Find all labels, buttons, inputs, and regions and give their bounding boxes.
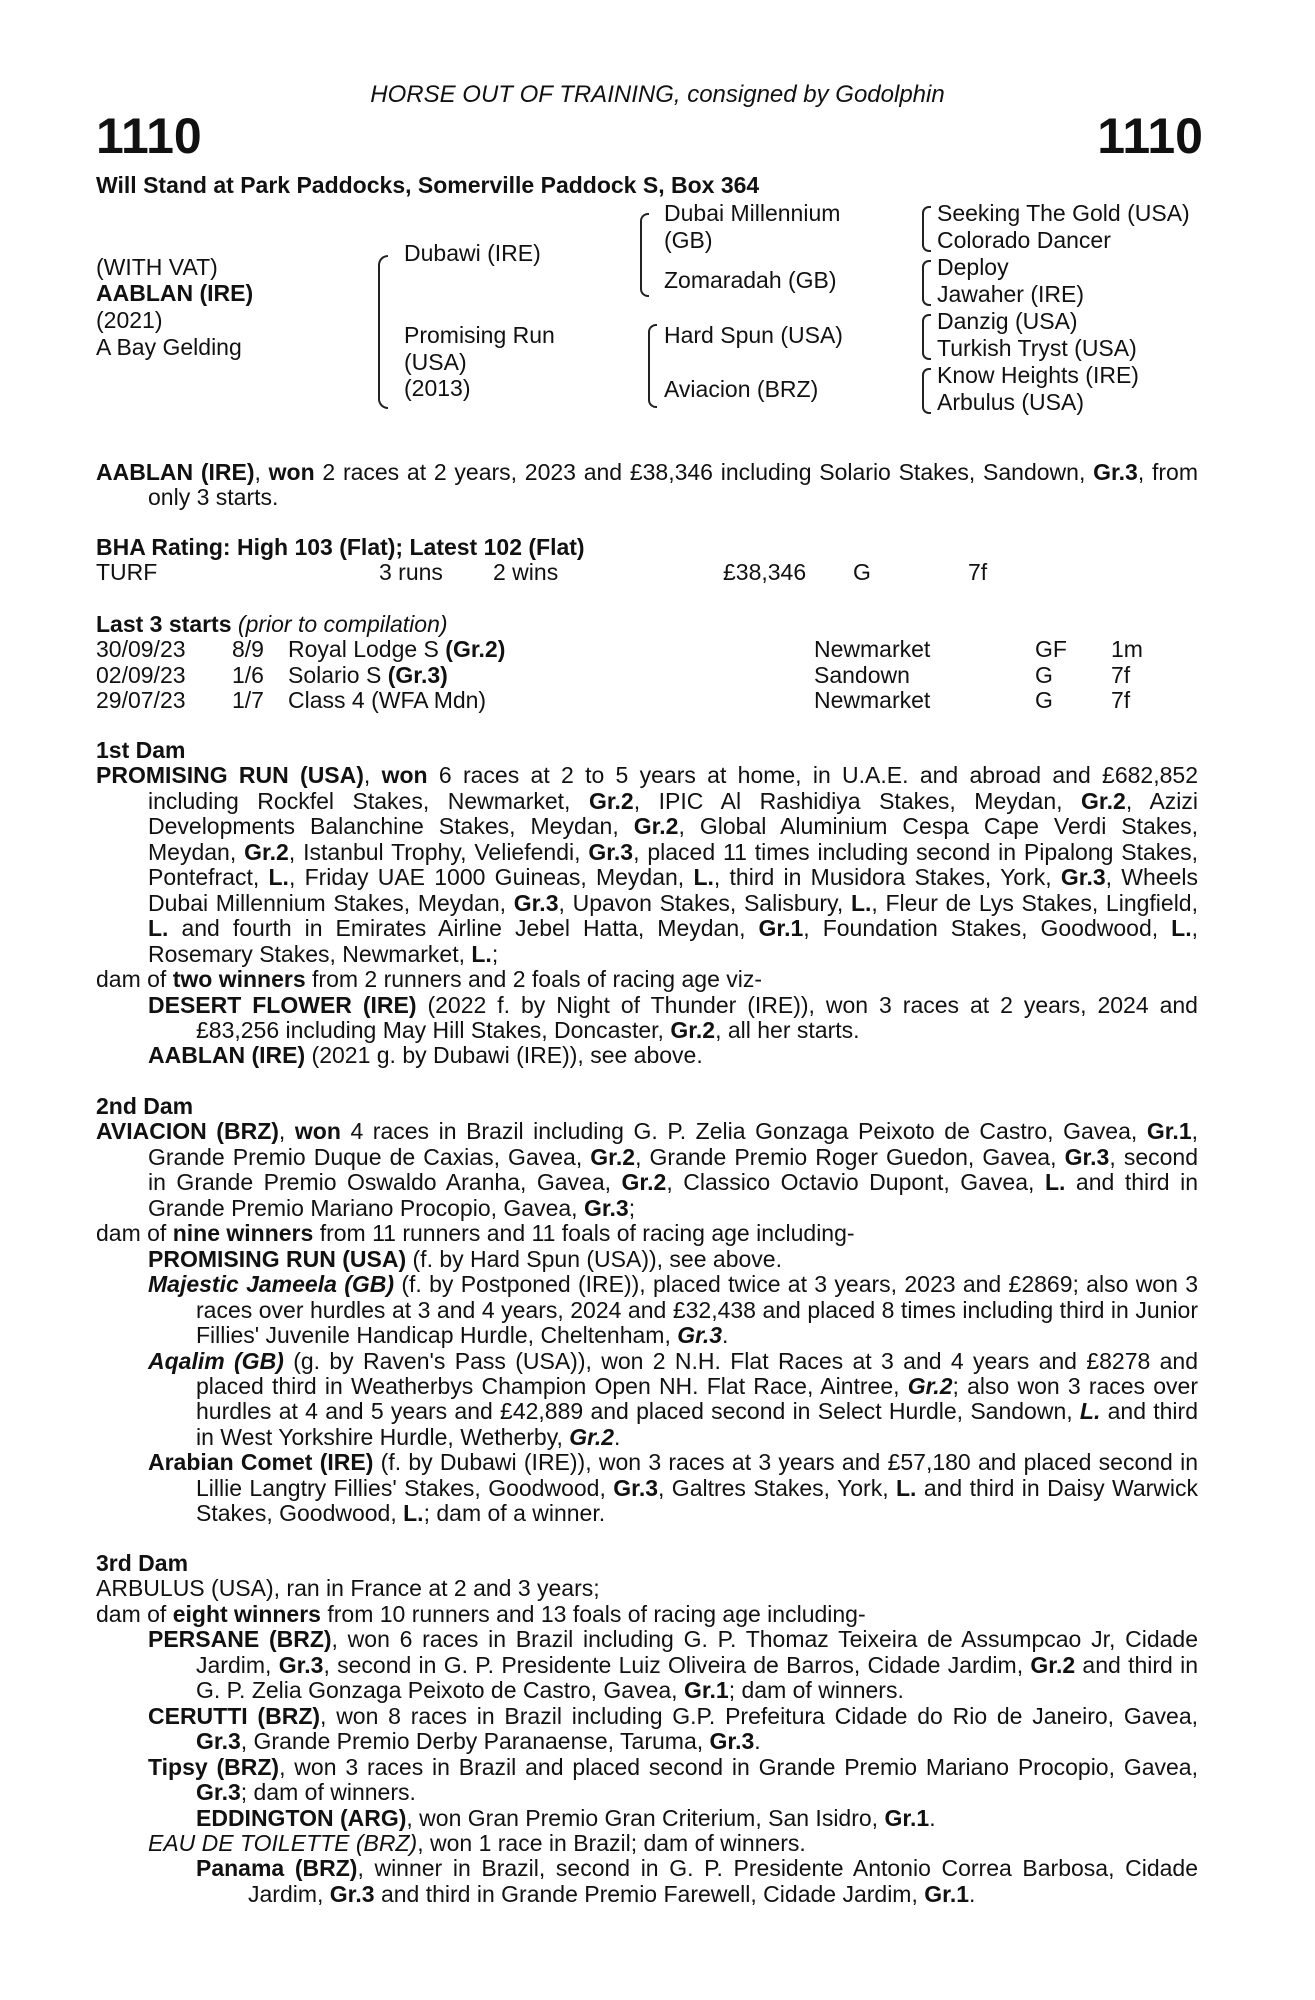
paragraph [148, 1043, 1198, 1068]
text-run: ; also won 3 races over hurdles at 4 and 5 years and £42,889 and placed second in Select Hurdle, Sandown, [196, 1372, 1198, 1425]
start-date: 30/09/23 [96, 636, 186, 663]
start-row [96, 637, 1198, 662]
text-run: Tipsy (BRZ) [148, 1753, 280, 1780]
text-run: and third in West Yorkshire Hurdle, Wetherby, [196, 1398, 1198, 1450]
sire-sire: Dubai Millennium (GB) [664, 200, 841, 253]
start-dist: 7f [1111, 687, 1131, 714]
text-run: ARBULUS (USA), ran in France at 2 and 3 years; [96, 1575, 600, 1602]
text-run: from 2 runners and 2 foals of racing age viz- [305, 966, 763, 993]
earnings: £38,346 [723, 559, 807, 586]
going: G [853, 559, 871, 586]
consignment-line: HORSE OUT OF TRAINING, consigned by Godolphin [370, 81, 945, 108]
pedigree-bracket [922, 206, 931, 252]
turf-record [96, 560, 1198, 585]
race-grade: (Gr.2) [445, 636, 506, 663]
text-run: won [381, 762, 428, 789]
location-line: Will Stand at Park Paddocks, Somerville Paddock S, Box 364 [96, 172, 760, 198]
section-heading: 3rd Dam [96, 1550, 189, 1576]
text-run: Gr.2 [621, 1169, 667, 1196]
text-run: , Istanbul Trophy, Veliefendi, [288, 838, 589, 865]
wins: 2 wins [493, 559, 559, 586]
paragraph [96, 1602, 1198, 1627]
text-run: two winners [172, 966, 306, 993]
text-run: (f. by Postponed (IRE)), placed twice at 3 years, 2023 and £2869; also won 3 races over hurdles at 3 and 4 years, 2024 and £32,438 and placed 8 times including third in Junior Fillies' Juvenile Handicap Hurdle, Cheltenham, [196, 1271, 1198, 1349]
text-run: and third in Grande Premio Farewell, Cidade Jardim, [374, 1880, 925, 1907]
surface: TURF [96, 559, 158, 586]
text-run: ; [491, 940, 499, 967]
paragraph [148, 1755, 1198, 1806]
text-run: eight winners [172, 1600, 321, 1627]
lot-number-left: 1110 [96, 108, 202, 164]
text-run: dam of [96, 966, 173, 993]
race-name: Royal Lodge S [288, 636, 446, 663]
text-run: (2022 f. by Night of Thunder (IRE)), won 3 races at 2 years, 2024 and £83,256 including May Hill Stakes, Doncaster, [196, 991, 1198, 1043]
lot-number-right: 1110 [1097, 108, 1203, 164]
ancestor: Know Heights (IRE) [937, 362, 1139, 388]
text-run: L. [268, 864, 289, 891]
text-run: won [268, 459, 315, 485]
paragraph [148, 1349, 1198, 1451]
pedigree-bracket [648, 324, 657, 408]
start-going: G [1035, 661, 1053, 688]
last-starts [96, 612, 1198, 714]
paragraph [148, 1627, 1198, 1703]
start-race [288, 663, 448, 688]
race-name: Solario S [288, 661, 388, 688]
text-run: Gr.3 [1060, 864, 1106, 891]
section-heading: 1st Dam [96, 737, 186, 763]
horse-year: (2021) [96, 307, 163, 333]
paragraph [96, 1221, 1198, 1246]
text-run: Gr.3 [196, 1728, 241, 1755]
paragraph [148, 1247, 1198, 1272]
text-run: Gr.3 [677, 1322, 723, 1349]
ancestor: Jawaher (IRE) [937, 281, 1084, 307]
start-row [96, 688, 1198, 713]
text-run: (2021 g. by Dubawi (IRE)), see above. [305, 1042, 703, 1069]
paragraph [148, 1272, 1198, 1348]
horse-name: AABLAN (IRE) [96, 280, 254, 306]
race-name: Class 4 (WFA Mdn) [288, 687, 487, 714]
text-run: Gr.1 [758, 915, 804, 942]
text-run: , from only 3 starts. [148, 459, 1198, 511]
text-run: L. [1079, 1398, 1101, 1425]
start-course: Newmarket [814, 636, 931, 663]
paragraph [196, 1806, 1198, 1831]
text-run: EAU DE TOILETTE (BRZ) [148, 1829, 418, 1856]
text-run: CERUTTI (BRZ) [148, 1702, 321, 1729]
text-run: EDDINGTON (ARG) [196, 1804, 407, 1831]
text-run: and third in Daisy Warwick Stakes, Goodwood, [196, 1474, 1198, 1527]
paragraph [196, 1856, 1198, 1907]
text-run: Gr.1 [884, 1804, 930, 1831]
text-run: L. [850, 889, 872, 916]
start-race [288, 637, 505, 662]
rating-title: BHA Rating: High 103 (Flat); Latest 102 (Flat) [96, 534, 585, 560]
paragraph [148, 1831, 1198, 1856]
first-dam-section [96, 738, 1198, 1069]
last-starts-note: (prior to compilation) [237, 611, 448, 637]
text-run: dam of [96, 1220, 173, 1247]
text-run: , Wheels Dubai Millennium Stakes, Meydan, [148, 864, 1198, 916]
text-run: , Fleur de Lys Stakes, Lingfield, [871, 889, 1198, 916]
start-course: Sandown [814, 661, 910, 688]
vat-note: (WITH VAT) [96, 254, 218, 280]
text-run: 2 races at 2 years, 2023 and £38,346 including Solario Stakes, Sandown, [314, 459, 1094, 485]
text-run: Arabian Comet (IRE) [148, 1449, 374, 1476]
text-run: (f. by Hard Spun (USA)), see above. [406, 1245, 782, 1272]
start-date: 02/09/23 [96, 661, 186, 688]
text-run: , all her starts. [715, 1016, 860, 1043]
text-run: Gr.2 [1081, 787, 1126, 814]
ancestor: Turkish Tryst (USA) [937, 335, 1137, 361]
text-run: AABLAN (IRE) [148, 1042, 306, 1069]
start-pos: 1/6 [232, 661, 264, 688]
text-run: , won 6 races in Brazil including G. P. Thomaz Teixeira de Assumpcao Jr, Cidade Jardim, [196, 1626, 1198, 1678]
text-run: , [363, 762, 382, 789]
text-run: Gr.3 [583, 1194, 629, 1221]
paragraph [148, 1450, 1198, 1526]
text-run: AABLAN (IRE) [96, 459, 255, 485]
text-run: AVIACION (BRZ) [96, 1118, 279, 1145]
text-run: , winner in Brazil, second in G. P. Presidente Antonio Correa Barbosa, Cidade Jardim, [248, 1855, 1198, 1907]
text-run: PERSANE (BRZ) [148, 1626, 332, 1653]
start-race [288, 688, 486, 713]
text-run: 6 races at 2 to 5 years at home, in U.A.E. and abroad and £682,852 including Rockfel Stakes, Newmarket, [148, 762, 1198, 814]
text-run: L. [148, 915, 169, 942]
text-run: Gr.2 [590, 1143, 636, 1170]
bha-rating [96, 535, 1198, 586]
text-run: , Classico Octavio Dupont, Gavea, [666, 1169, 1045, 1196]
start-dist: 1m [1111, 636, 1143, 663]
ancestor: Danzig (USA) [937, 308, 1078, 334]
text-run: Gr.2 [1030, 1651, 1076, 1678]
pedigree-bracket [922, 314, 931, 360]
text-run: Gr.2 [670, 1016, 716, 1043]
text-run: . [754, 1728, 761, 1755]
distance: 7f [968, 559, 988, 586]
paragraph [96, 1576, 1198, 1601]
paragraph [96, 1119, 1198, 1221]
start-row [96, 663, 1198, 688]
text-run: , Grande Premio Derby Paranaense, Taruma, [240, 1728, 710, 1755]
text-run: L. [896, 1474, 917, 1501]
text-run: , Grande Premio Roger Guedon, Gavea, [635, 1143, 1065, 1170]
text-run: Gr.3 [709, 1728, 755, 1755]
text-run: dam of [96, 1600, 173, 1627]
text-run: PROMISING RUN (USA) [148, 1245, 407, 1272]
text-run: Gr.3 [196, 1779, 241, 1806]
text-run: ; dam of winners. [240, 1779, 416, 1806]
runs: 3 runs [379, 559, 443, 586]
text-run: , Azizi Developments Balanchine Stakes, Meydan, [148, 787, 1199, 840]
last-starts-title: Last 3 starts [96, 611, 232, 637]
paragraph [96, 967, 1198, 992]
text-run: Gr.3 [588, 838, 634, 865]
text-run: won [294, 1118, 341, 1145]
paragraph [148, 1704, 1198, 1755]
text-run: , Galtres Stakes, York, [658, 1474, 896, 1501]
start-course: Newmarket [814, 687, 931, 714]
text-run: nine winners [172, 1220, 314, 1247]
text-run: Gr.1 [1146, 1118, 1192, 1145]
text-run: , [278, 1118, 295, 1145]
second-dam-section [96, 1094, 1198, 1527]
text-run: Gr.2 [907, 1372, 953, 1399]
text-run: Gr.3 [1064, 1143, 1110, 1170]
paragraph [148, 993, 1198, 1044]
text-run: Gr.1 [683, 1677, 729, 1704]
text-run: . [929, 1804, 936, 1831]
text-run: Gr.2 [633, 813, 679, 840]
pedigree-bracket [922, 260, 931, 306]
text-run: Gr.2 [244, 838, 289, 865]
text-run: , won 8 races in Brazil including G.P. Prefeitura Cidade do Rio de Janeiro, Gavea, [320, 1702, 1198, 1729]
pedigree-bracket [922, 368, 931, 414]
text-run: Gr.3 [513, 889, 559, 916]
text-run: DESERT FLOWER (IRE) [148, 991, 417, 1018]
text-run: from 11 runners and 11 foals of racing age including- [313, 1220, 855, 1247]
race-grade: (Gr.3) [387, 661, 448, 688]
text-run: from 10 runners and 13 foals of racing age including- [320, 1600, 866, 1627]
sire: Dubawi (IRE) [404, 240, 541, 266]
start-going: GF [1035, 636, 1067, 663]
section-heading: 2nd Dam [96, 1093, 194, 1119]
ancestor: Deploy [937, 254, 1009, 280]
text-run: Majestic Jameela (GB) [148, 1271, 395, 1298]
text-run: L. [1044, 1169, 1066, 1196]
ancestor: Colorado Dancer [937, 227, 1111, 253]
third-dam-section [96, 1551, 1198, 1907]
text-run: , Foundation Stakes, Goodwood, [803, 915, 1172, 942]
ancestor: Arbulus (USA) [937, 389, 1084, 415]
text-run: , [254, 459, 269, 485]
text-run: L. [403, 1500, 424, 1527]
text-run: , Grande Premio Duque de Caxias, Gavea, [148, 1118, 1199, 1170]
start-date: 29/07/23 [96, 687, 186, 714]
dam-dam: Aviacion (BRZ) [664, 376, 819, 402]
text-run: , Global Aluminium Cespa Cape Verdi Stakes, Meydan, [148, 813, 1198, 865]
text-run: and third in G. P. Zelia Gonzaga Peixoto de Castro, Gavea, [196, 1651, 1198, 1704]
text-run: , Upavon Stakes, Salisbury, [558, 889, 851, 916]
text-run: , won Gran Premio Gran Criterium, San Isidro, [406, 1804, 885, 1831]
pedigree-bracket [640, 213, 649, 297]
text-run: (f. by Dubawi (IRE)), won 3 races at 3 years and £57,180 and placed second in Lillie Langtry Fillies' Stakes, Goodwood, [196, 1449, 1198, 1501]
text-run: Gr.3 [278, 1651, 324, 1678]
paragraph [96, 460, 1198, 511]
text-run: Gr.2 [588, 787, 634, 814]
dam-sire: Hard Spun (USA) [664, 322, 843, 348]
text-run: , IPIC Al Rashidiya Stakes, Meydan, [633, 787, 1082, 814]
text-run: . [722, 1322, 729, 1349]
text-run: , second in Grande Premio Oswaldo Aranha, Gavea, [148, 1143, 1198, 1196]
horse-description: A Bay Gelding [96, 334, 242, 360]
start-pos: 8/9 [232, 636, 264, 663]
paragraph [96, 763, 1198, 967]
text-run: and fourth in Emirates Airline Jebel Hatta, Meydan, [168, 915, 759, 942]
text-run: . [969, 1880, 976, 1907]
text-run: Gr.3 [613, 1474, 659, 1501]
text-run: Gr.1 [924, 1880, 970, 1907]
text-run: , Friday UAE 1000 Guineas, Meydan, [288, 864, 694, 891]
text-run: , second in G. P. Presidente Luiz Oliveira de Barros, Cidade Jardim, [323, 1651, 1031, 1678]
text-run: , third in Musidora Stakes, York, [713, 864, 1061, 891]
start-pos: 1/7 [232, 687, 264, 714]
text-run: Gr.3 [1093, 459, 1138, 485]
text-run: L. [693, 864, 714, 891]
text-run: PROMISING RUN (USA) [96, 762, 364, 789]
pedigree-bracket [378, 255, 388, 409]
ancestor: Seeking The Gold (USA) [937, 200, 1190, 226]
text-run: (g. by Raven's Pass (USA)), won 2 N.H. Flat Races at 3 and 4 years and £8278 and placed third in Weatherbys Champion Open NH. Flat Race, Aintree, [196, 1347, 1199, 1399]
text-run: ; [628, 1194, 636, 1221]
horse-summary [96, 460, 1198, 511]
text-run: . [614, 1423, 621, 1450]
text-run: 4 races in Brazil including G. P. Zelia Gonzaga Peixoto de Castro, Gavea, [340, 1118, 1147, 1145]
text-run: and third in Grande Premio Mariano Procopio, Gavea, [148, 1169, 1198, 1221]
text-run: , placed 11 times including second in Pipalong Stakes, Pontefract, [148, 838, 1198, 891]
text-run: Gr.2 [569, 1423, 615, 1450]
start-dist: 7f [1111, 661, 1131, 688]
text-run: , won 1 race in Brazil; dam of winners. [417, 1829, 806, 1856]
text-run: Panama (BRZ) [196, 1855, 358, 1882]
text-run: ; dam of winners. [728, 1677, 904, 1704]
text-run: Gr.3 [329, 1880, 375, 1907]
text-run: , Rosemary Stakes, Newmarket, [148, 915, 1198, 967]
text-run: Aqalim (GB) [148, 1347, 284, 1374]
text-run: ; dam of a winner. [423, 1500, 606, 1527]
start-going: G [1035, 687, 1053, 714]
text-run: L. [471, 940, 492, 967]
sire-dam: Zomaradah (GB) [664, 267, 837, 293]
dam: Promising Run (USA) (2013) [404, 322, 555, 401]
text-run: L. [1171, 915, 1192, 942]
text-run: , won 3 races in Brazil and placed second in Grande Premio Mariano Procopio, Gavea, [279, 1753, 1198, 1780]
